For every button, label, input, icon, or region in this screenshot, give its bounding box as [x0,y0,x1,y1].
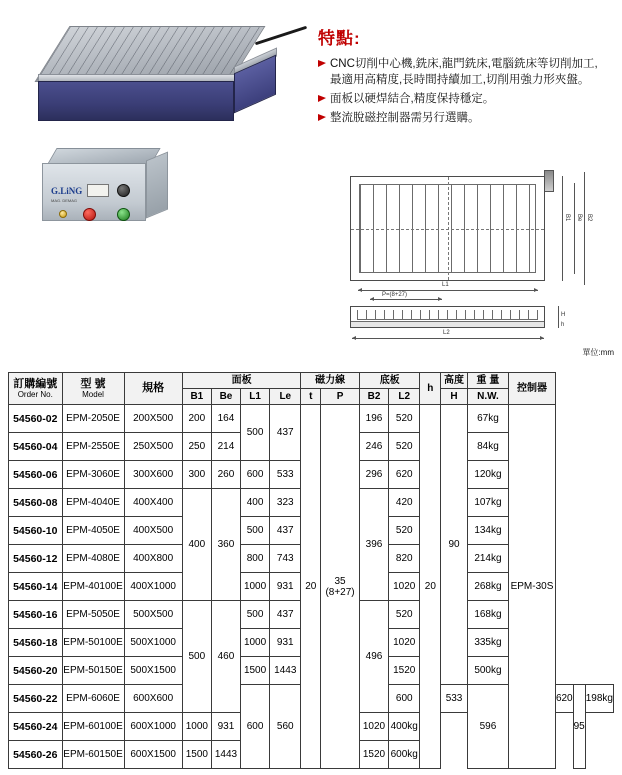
cell-be: 214 [211,433,240,461]
cell-le: 437 [270,517,301,545]
cell-b2: 196 [359,405,388,433]
cell-model: EPM-60100E [62,713,124,741]
cell-l2: 820 [389,545,420,573]
feature-text: CNC切削中心機,銑床,龍門銑床,電腦銑床等切削加工,最適用高精度,長時間持續加工,切削用強力形夾盤。 [330,58,598,86]
cell-model: EPM-5050E [62,601,124,629]
cell-order-no: 54560-24 [9,713,63,741]
cell-be: 460 [211,601,240,713]
cell-model: EPM-50100E [62,629,124,657]
cell-weight: 600kg [389,741,420,769]
header-b2: B2 [359,389,388,405]
header-height-en: H [441,389,468,405]
table-row [9,405,614,433]
cell-l1: 600 [389,685,420,713]
cell-controller: EPM-30S [509,405,556,769]
cell-order-no: 54560-16 [9,601,63,629]
cell-l2: 1020 [389,629,420,657]
cell-spec: 400X1000 [124,573,182,601]
specification-table [8,372,614,769]
cell-spec: 500X1000 [124,629,182,657]
header-le: Le [270,389,301,405]
cell-b2: 246 [359,433,388,461]
header-weight-zh: 重 量 [467,373,508,389]
cell-order-no: 54560-02 [9,405,63,433]
cell-l2: 520 [389,405,420,433]
cell-weight: 84kg [467,433,508,461]
header-spec-zh: 規格 [142,382,165,395]
cell-spec: 500X500 [124,601,182,629]
controller-front-panel [42,163,146,221]
cell-l2: 1020 [389,573,420,601]
cell-b2: 496 [359,601,388,713]
cell-l2: 420 [389,489,420,517]
drawing-plan-view [350,176,545,281]
cell-b1: 600 [241,685,270,769]
cell-model: EPM-50150E [62,657,124,685]
cell-order-no: 54560-14 [9,573,63,601]
cell-h: 20 [420,405,441,769]
header-l2: L2 [389,389,420,405]
cell-model: EPM-6060E [62,685,124,713]
cell-model: EPM-4050E [62,517,124,545]
header-p: P [321,389,360,405]
dim-label-l2: L2 [443,330,450,336]
header-order-no [9,373,63,405]
cell-b1: 500 [182,601,211,713]
header-model-en: Model [82,390,104,400]
magnetic-chuck-photo [38,18,288,148]
controller-brand-logo: G.LiNG [51,186,83,196]
unit-note: 單位:mm [582,348,614,357]
header-b1: B1 [182,389,211,405]
cell-l1: 1500 [241,657,270,685]
controller-mag-button [117,208,130,221]
cell-order-no: 54560-22 [9,685,63,713]
cell-b1: 300 [182,461,211,489]
cell-l2: 520 [389,601,420,629]
cell-b1: 250 [182,433,211,461]
dim-line-l1 [358,290,538,291]
cell-l1: 400 [241,489,270,517]
cell-order-no: 54560-08 [9,489,63,517]
drawing-elevation-view [350,306,545,328]
cell-l2: 520 [389,433,420,461]
controller-demag-button [83,208,96,221]
cell-order-no: 54560-20 [9,657,63,685]
cell-p [321,405,360,769]
drawing-elevation-poles [357,310,538,320]
header-model-zh: 型 號 [80,377,106,390]
cell-l2: 1520 [359,741,388,769]
cell-l2: 1520 [389,657,420,685]
cell-weight: 214kg [467,545,508,573]
cell-weight: 120kg [467,461,508,489]
cell-weight: 168kg [467,601,508,629]
cell-l1: 1000 [241,629,270,657]
cell-model: EPM-2050E [62,405,124,433]
cell-l1: 500 [241,405,270,461]
cell-order-no: 54560-06 [9,461,63,489]
cell-le: 931 [270,629,301,657]
cell-order-no: 54560-12 [9,545,63,573]
header-order-no-en: Order No. [17,390,53,400]
cell-b2: 396 [359,489,388,601]
cell-height: 95 [573,685,585,769]
triangle-bullet-icon [318,110,330,126]
technical-drawing [330,166,610,346]
triangle-bullet-icon [318,56,330,88]
cell-be: 360 [211,489,240,601]
drawing-centerline-vertical [448,177,449,280]
cell-le: 437 [270,601,301,629]
cell-spec: 300X600 [124,461,182,489]
dim-label-b1: B1 [564,214,570,222]
header-be: Be [211,389,240,405]
cell-spec: 600X1500 [124,741,182,769]
controller-indicator-lamp [59,210,67,218]
dim-label-p: P=(8+27) [382,292,408,298]
chuck-pole-lines [36,27,264,81]
cell-b1: 400 [182,489,211,601]
cell-model: EPM-2550E [62,433,124,461]
cell-weight: 198kg [585,685,613,713]
header-order-no-zh: 訂購編號 [13,377,58,390]
cell-b1: 200 [182,405,211,433]
cell-spec: 250X500 [124,433,182,461]
cell-le: 931 [211,713,240,741]
header-spec [124,373,182,405]
dim-label-l1: L1 [442,282,449,288]
dim-label-be: Be [576,214,582,222]
cell-b2: 596 [467,685,508,769]
cell-l1: 1000 [182,713,211,741]
controller-knob [117,184,130,197]
cell-weight: 400kg [389,713,420,741]
cell-spec: 600X600 [124,685,182,713]
cell-l1: 600 [241,461,270,489]
dim-label-h-small: h [561,322,565,328]
feature-item [318,110,608,126]
table-header-row-1 [9,373,614,389]
controller-side-panel [146,152,168,219]
feature-item [318,91,608,107]
cell-le: 533 [441,685,468,713]
cell-le: 1443 [270,657,301,685]
cell-model: EPM-4080E [62,545,124,573]
drawing-elevation-base [351,321,544,327]
dim-line-h-total [558,306,559,328]
feature-text: 整流脫磁控制器需另行選購。 [330,112,480,124]
cell-weight: 268kg [467,573,508,601]
header-t: t [301,389,321,405]
dim-label-b2: B2 [586,214,592,222]
cell-l1: 500 [241,517,270,545]
cell-b2: 296 [359,461,388,489]
header-group-magnetic: 磁力線 [301,373,360,389]
cell-l1: 800 [241,545,270,573]
cell-spec: 200X500 [124,405,182,433]
cell-t: 20 [301,405,321,769]
cell-le: 931 [270,573,301,601]
controller-top-panel [47,148,160,164]
cell-l2: 620 [389,461,420,489]
feature-item [318,56,608,88]
header-weight-en: N.W. [467,389,508,405]
cell-weight: 500kg [467,657,508,685]
header-h-small: h [420,373,441,405]
cell-le: 323 [270,489,301,517]
cell-be: 260 [211,461,240,489]
cell-spec: 500X1500 [124,657,182,685]
cell-height: 90 [441,405,468,685]
cell-spec: 400X800 [124,545,182,573]
cell-l2: 620 [555,685,573,713]
features-title: 特點: [318,29,361,48]
cell-weight: 134kg [467,517,508,545]
cell-model: EPM-4040E [62,489,124,517]
cell-p-value: 35 (8+27) [325,575,355,598]
chuck-front-body [38,81,234,121]
controller-meter [87,184,109,197]
cell-le: 533 [270,461,301,489]
drawing-connector [544,170,554,192]
top-illustration-section [0,0,622,355]
controller-photo [42,148,174,226]
cell-model: EPM-3060E [62,461,124,489]
cell-spec: 400X500 [124,517,182,545]
header-group-base-plate: 底板 [359,373,420,389]
header-controller: 控制器 [509,373,556,405]
cell-order-no: 54560-26 [9,741,63,769]
cell-l2: 1020 [359,713,388,741]
header-l1: L1 [241,389,270,405]
cell-be: 164 [211,405,240,433]
cell-le: 1443 [211,741,240,769]
cell-le: 437 [270,405,301,461]
dim-line-p [370,299,442,300]
feature-text: 面板以硬焊結合,精度保持穩定。 [330,93,495,105]
cell-l1: 1500 [182,741,211,769]
cell-be: 560 [270,685,301,769]
cell-order-no: 54560-18 [9,629,63,657]
dim-label-h-total: H [561,312,566,318]
cell-model: EPM-40100E [62,573,124,601]
cell-spec: 600X1000 [124,713,182,741]
cell-l1: 1000 [241,573,270,601]
cell-weight: 107kg [467,489,508,517]
cell-l1: 500 [241,601,270,629]
header-group-top-plate: 面板 [182,373,301,389]
cell-weight: 67kg [467,405,508,433]
cell-order-no: 54560-04 [9,433,63,461]
header-height-zh: 高度 [441,373,468,389]
dim-line-b1 [562,176,563,281]
cell-order-no: 54560-10 [9,517,63,545]
header-model [62,373,124,405]
cell-model: EPM-60150E [62,741,124,769]
dim-line-l2 [352,338,544,339]
features-block [318,24,608,129]
cell-l2: 520 [389,517,420,545]
dim-line-be [574,183,575,274]
dim-line-b2 [584,172,585,285]
cell-le: 743 [270,545,301,573]
cell-spec: 400X400 [124,489,182,517]
controller-sub-label: MAG. DEMAG [51,198,78,203]
cell-weight: 335kg [467,629,508,657]
triangle-bullet-icon [318,91,330,107]
